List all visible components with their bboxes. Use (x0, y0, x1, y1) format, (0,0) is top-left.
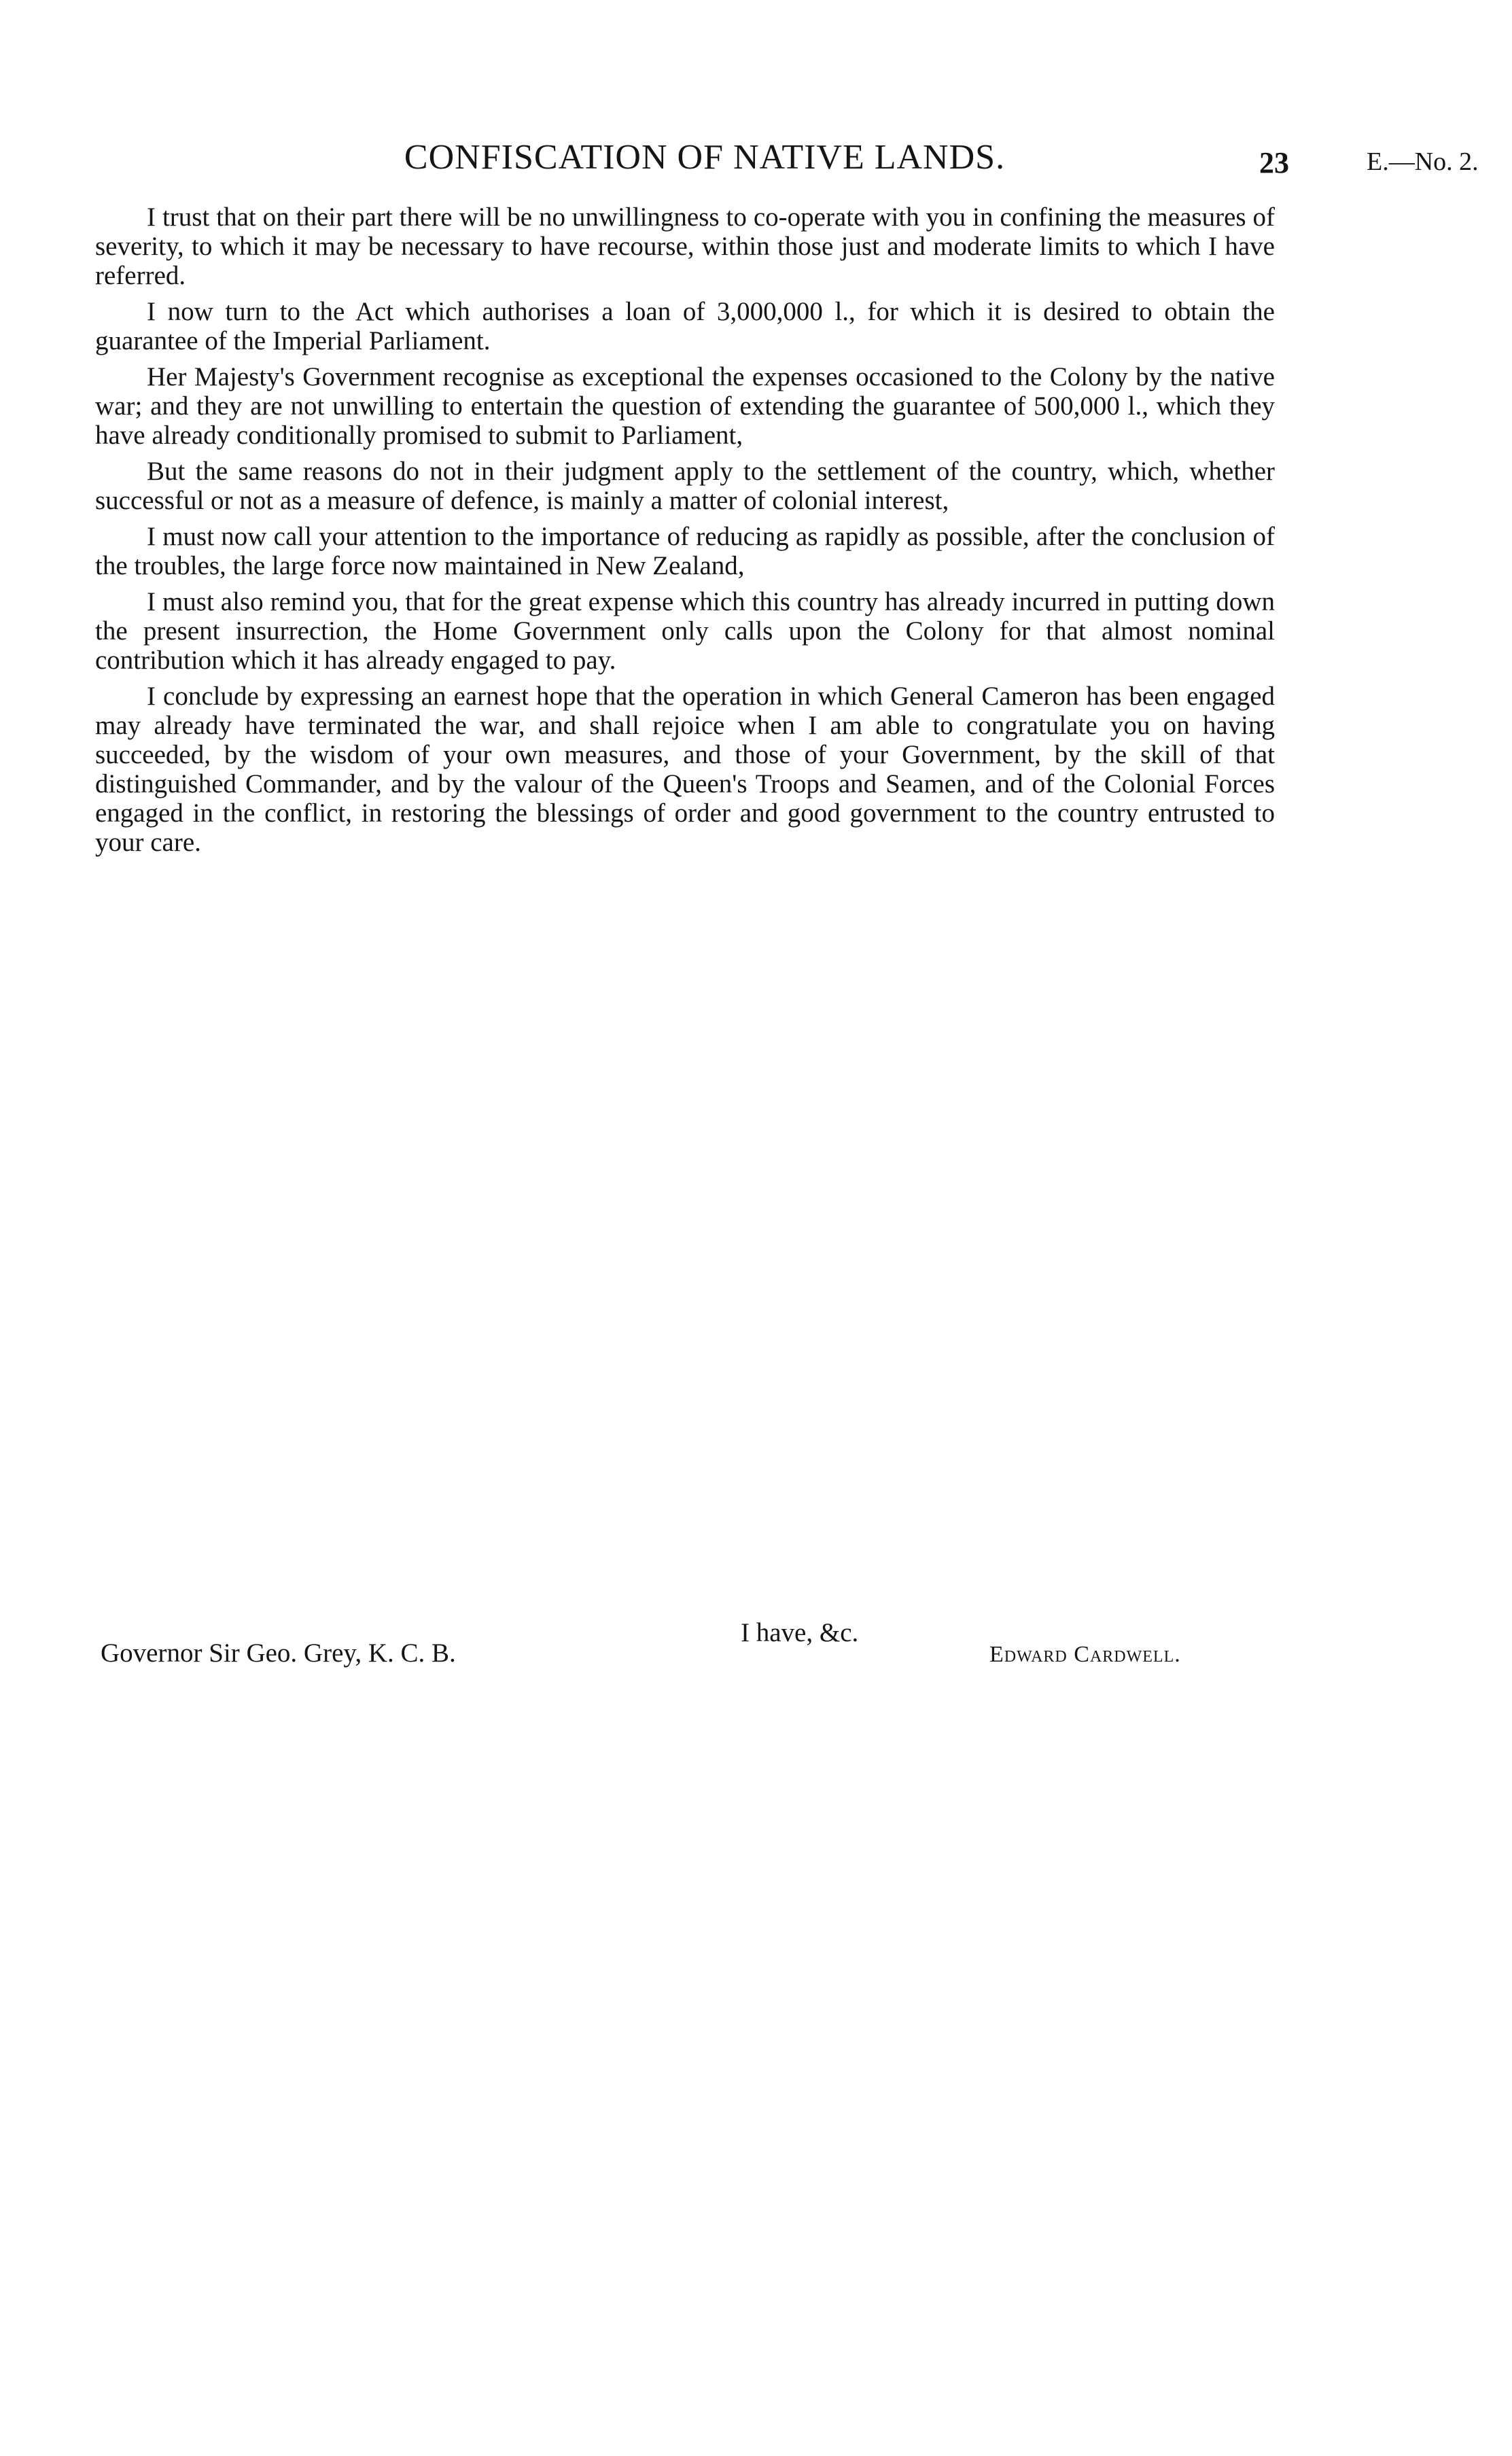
paragraph-5: I must now call your attention to the importance of reducing as rapidly as possible, after the conclusion of the troubles, the large force now maintained in New Zealand, (95, 522, 1275, 580)
paragraph-2: I now turn to the Act which authorises a loan of 3,000,000 l., for which it is desired to obtain the guarantee of the Imperial Parliament. (95, 297, 1275, 355)
paragraph-7: I conclude by expressing an earnest hope that the operation in which General Cameron has been engaged may already have terminated the war, and shall rejoice when I am able to congratulate you on having succeeded, by the wisdom of your own measures, and those of your Government, by the skill of that distinguished Commander, and by the valour of the Queen's Troops and Seamen, and of the Colonial Forces engaged in the conflict, in restoring the blessings of order and good government to the country entrusted to your care. (95, 682, 1275, 857)
recipient: Governor Sir Geo. Grey, K. C. B. (101, 1638, 456, 1668)
paragraph-4: But the same reasons do not in their judgment apply to the settlement of the country, which, whether successful or not as a measure of defence, is mainly a matter of colonial interest, (95, 457, 1275, 515)
signature: Edward Cardwell. (989, 1642, 1181, 1667)
paragraph-6: I must also remind you, that for the great expense which this country has already incurred in putting down the present insurrection, the Home Government only calls upon the Colony for that almost nominal contribution which it has already engaged to pay. (95, 587, 1275, 675)
letter-body (95, 203, 1275, 864)
paragraph-3: Her Majesty's Government recognise as exceptional the expenses occasioned to the Colony by the native war; and they are not unwilling to entertain the question of extending the guarantee of 500,000 l., which they have already conditionally promised to submit to Parliament, (95, 362, 1275, 450)
paragraph-1: I trust that on their part there will be no unwillingness to co-operate with you in confining the measures of severity, to which it may be necessary to have recourse, within those just and moderate limits to which I have referred. (95, 203, 1275, 290)
closing: I have, &c. (741, 1618, 859, 1647)
page-number: 23 (1259, 146, 1289, 179)
document-reference: E.—No. 2. (1367, 147, 1479, 176)
running-title: CONFISCATION OF NATIVE LANDS. (404, 138, 1006, 177)
